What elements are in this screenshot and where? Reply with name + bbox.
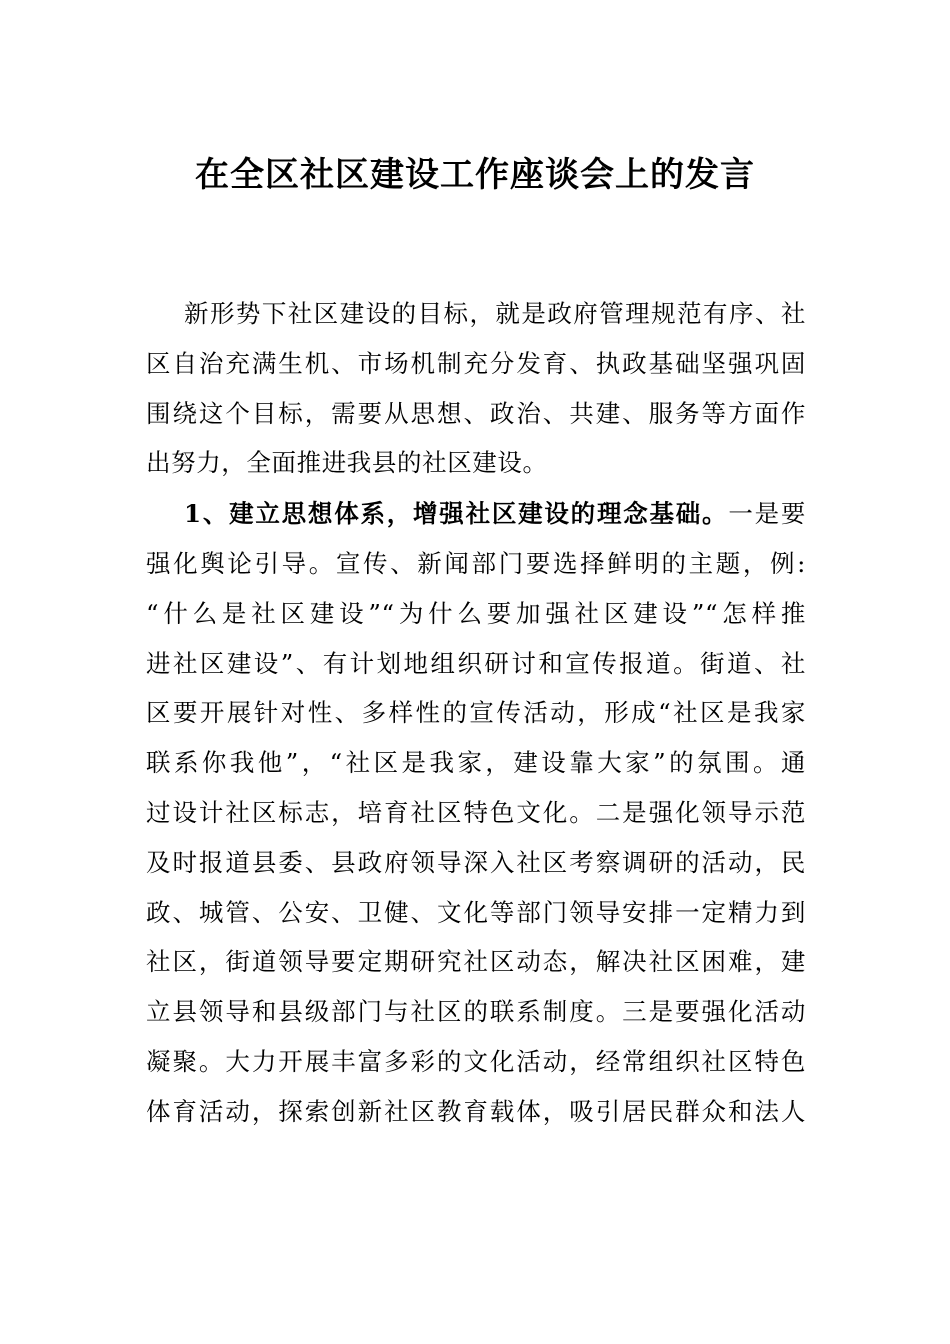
paragraph-line: 强化舆论引导。宣传、新闻部门要选择鲜明的主题，例:: [146, 548, 806, 578]
paragraph-line: 围绕这个目标，需要从思想、政治、共建、服务等方面作: [146, 398, 806, 428]
paragraph-line: 社区，街道领导要定期研究社区动态，解决社区困难，建: [146, 947, 806, 977]
paragraph-line: 联系你我他”，“社区是我家，建设靠大家”的氛围。通: [146, 748, 806, 778]
section-heading-continuation: 一是要: [728, 499, 806, 529]
paragraph-line: 体育活动，探索创新社区教育载体，吸引居民群众和法人: [146, 1096, 806, 1126]
paragraph-line: 立县领导和县级部门与社区的联系制度。三是要强化活动: [146, 997, 806, 1027]
paragraph-line: 政、城管、公安、卫健、文化等部门领导安排一定精力到: [146, 897, 806, 927]
document-title: 在全区社区建设工作座谈会上的发言: [195, 155, 755, 195]
paragraph-line: 新形势下社区建设的目标，就是政府管理规范有序、社: [184, 299, 806, 328]
paragraph-line: 出努力，全面推进我县的社区建设。: [146, 448, 548, 478]
paragraph-line: [146, 489, 806, 539]
paragraph-section-1: [146, 489, 806, 1136]
paragraph-intro: [146, 289, 806, 488]
paragraph-line: 过设计社区标志，培育社区特色文化。二是强化领导示范: [146, 797, 806, 827]
paragraph-line: 进社区建设”、有计划地组织研讨和宣传报道。街道、社: [146, 648, 806, 678]
paragraph-line: “什么是社区建设”“为什么要加强社区建设”“怎样推: [146, 598, 806, 628]
paragraph-line: 凝聚。大力开展丰富多彩的文化活动，经常组织社区特色: [146, 1046, 806, 1076]
paragraph-line: 区自治充满生机、市场机制充分发育、执政基础坚强巩固: [146, 348, 806, 378]
section-heading: 1、建立思想体系，增强社区建设的理念基础。: [184, 499, 729, 529]
paragraph-line: 区要开展针对性、多样性的宣传活动，形成“社区是我家: [146, 698, 806, 728]
document-body: [146, 289, 806, 1137]
paragraph-line: 及时报道县委、县政府领导深入社区考察调研的活动，民: [146, 847, 806, 877]
